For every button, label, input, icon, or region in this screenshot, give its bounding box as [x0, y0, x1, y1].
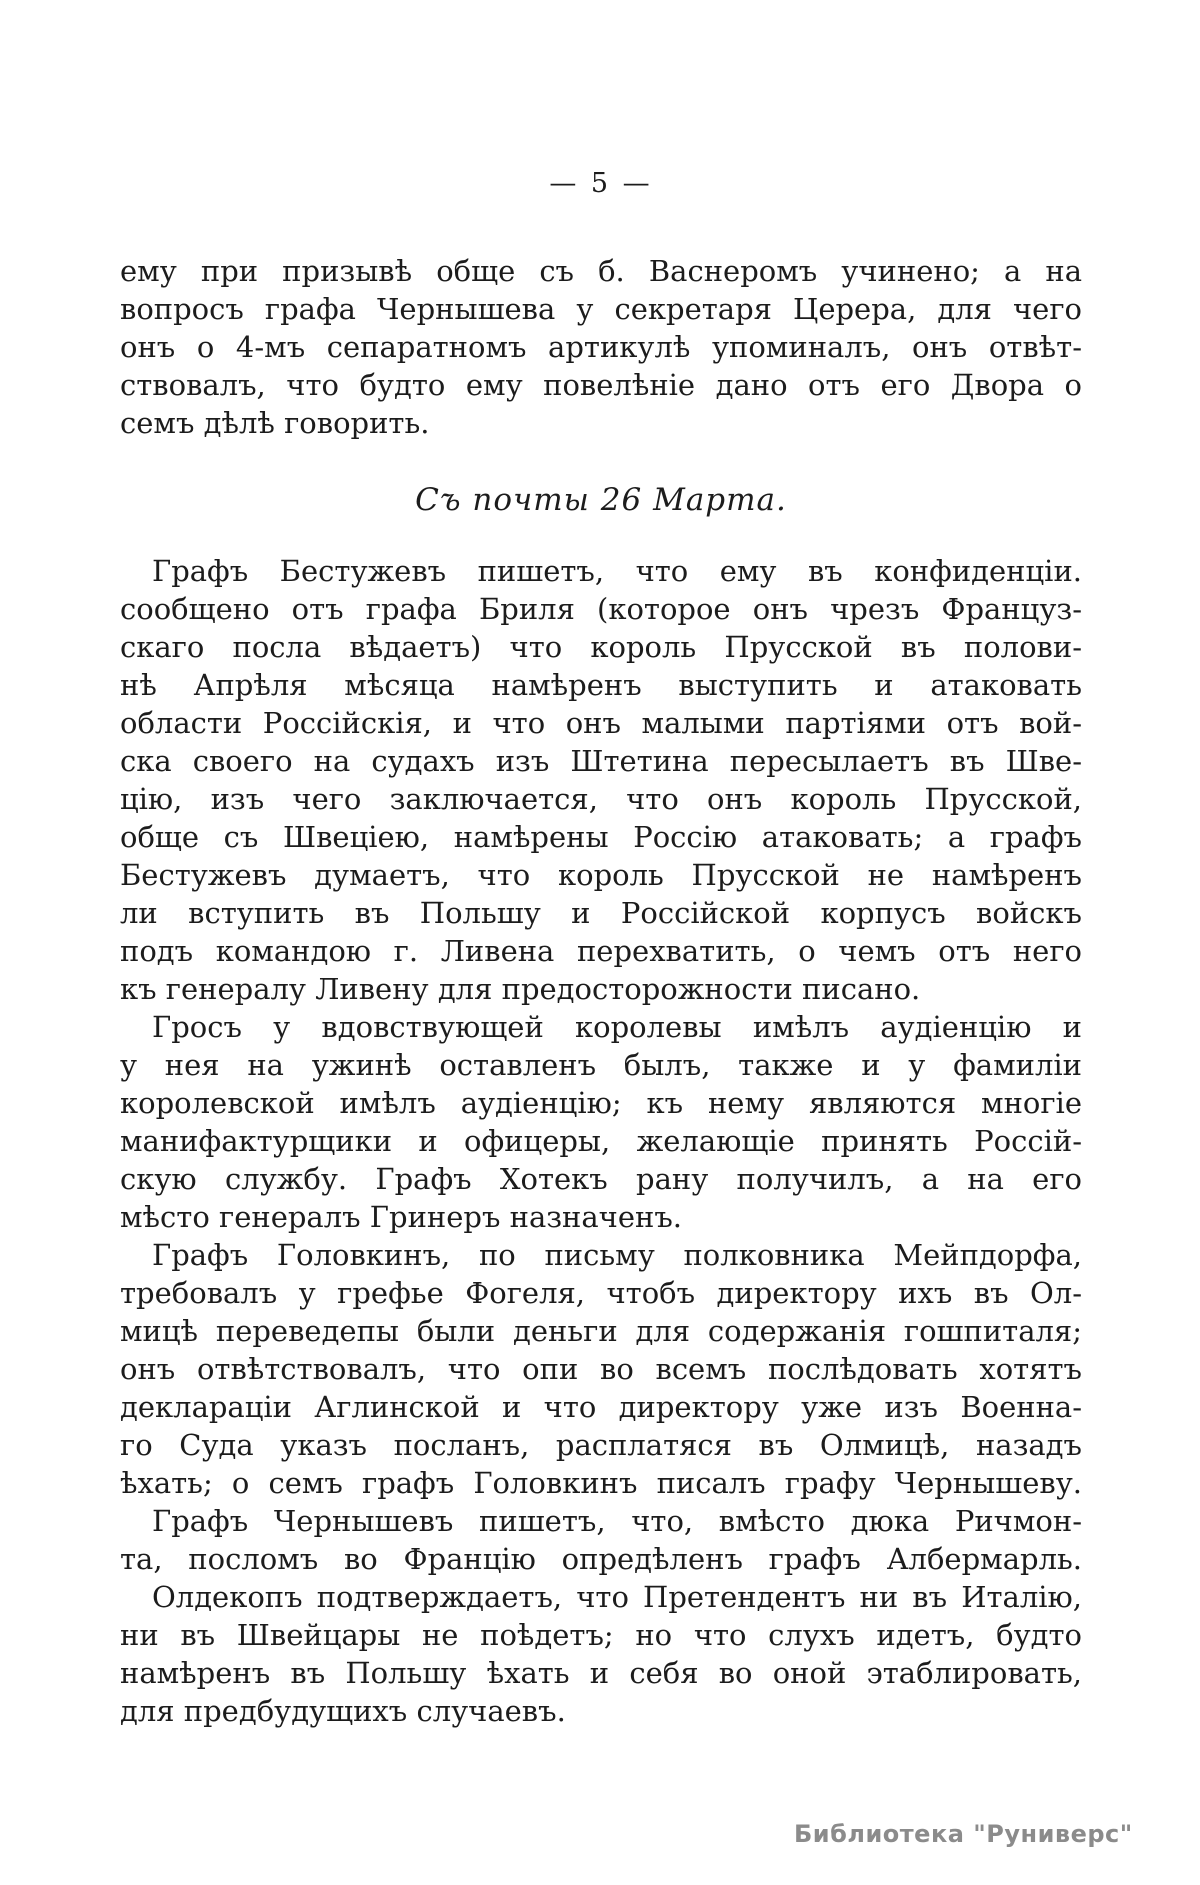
text-line: обще съ Швеціею, намѣрены Россію атаковать; а графъ — [120, 820, 1082, 854]
text-line: области Россійскія, и что онъ малыми партіями отъ вой- — [120, 706, 1082, 740]
text-line: ни въ Швейцары не поѣдетъ; но что слухъ идетъ, будто — [120, 1618, 1082, 1652]
text-line: мицѣ переведепы были деньги для содержанія гошпиталя; — [120, 1314, 1082, 1348]
text-line: Гросъ у вдовствующей королевы имѣлъ аудіенцію и — [152, 1010, 1082, 1044]
paragraph — [120, 1502, 1082, 1578]
paragraph — [120, 552, 1082, 1008]
paragraph — [120, 252, 1082, 442]
text-line: ему при призывѣ обще съ б. Васнеромъ учинено; а на — [120, 254, 1082, 288]
text-line: вопросъ графа Чернышева у секретаря Церера, для чего — [120, 292, 1082, 326]
paragraph — [120, 1578, 1082, 1730]
text-line: у нея на ужинѣ оставленъ былъ, также и у фамиліи — [120, 1048, 1082, 1082]
text-line: ли вступить въ Польшу и Россійской корпусъ войскъ — [120, 896, 1082, 930]
page-number: — 5 — — [549, 168, 653, 199]
paragraph — [120, 1236, 1082, 1502]
text-line: для предбудущихъ случаевъ. — [120, 1694, 566, 1728]
text-line: ствовалъ, что будто ему повелѣніе дано отъ его Двора о — [120, 368, 1082, 402]
text-line: требовалъ у грефье Фогеля, чтобъ директору ихъ въ Ол- — [120, 1276, 1082, 1310]
text-line: намѣренъ въ Польшу ѣхать и себя во оной этаблировать, — [120, 1656, 1082, 1690]
text-line: Бестужевъ думаетъ, что король Прусской не намѣренъ — [120, 858, 1082, 892]
text-line: го Суда указъ посланъ, расплатяся въ Олмицѣ, назадъ — [120, 1428, 1082, 1462]
library-watermark: Библиотека "Руниверс" — [794, 1820, 1133, 1848]
text-line: онъ о 4-мъ сепаратномъ артикулѣ упоминалъ, онъ отвѣт- — [120, 330, 1082, 364]
text-line: ска своего на судахъ изъ Штетина пересылаетъ въ Шве- — [120, 744, 1082, 778]
text-line: подъ командою г. Ливена перехватить, о чемъ отъ него — [120, 934, 1082, 968]
text-line: цію, изъ чего заключается, что онъ король Прусской, — [120, 782, 1082, 816]
text-line: мѣсто генералъ Гринеръ назначенъ. — [120, 1200, 683, 1234]
text-line: Графъ Головкинъ, по письму полковника Мейпдорфа, — [152, 1238, 1082, 1272]
text-line: семъ дѣлѣ говорить. — [120, 406, 430, 440]
text-line: Графъ Бестужевъ пишетъ, что ему въ конфиденціи. — [152, 554, 1082, 588]
text-line: нѣ Апрѣля мѣсяца намѣренъ выступить и атаковать — [120, 668, 1082, 702]
text-line: Олдекопъ подтверждаетъ, что Претендентъ ни въ Италію, — [152, 1580, 1082, 1614]
text-line: манифактурщики и офицеры, желающіе принять Россій- — [120, 1124, 1082, 1158]
text-line: скаго посла вѣдаетъ) что король Прусской въ полови- — [120, 630, 1082, 664]
paragraph — [120, 1008, 1082, 1236]
text-line: та, посломъ во Францію опредѣленъ графъ Албермарль. — [120, 1542, 1082, 1576]
text-line: Графъ Чернышевъ пишетъ, что, вмѣсто дюка Ричмон- — [152, 1504, 1082, 1538]
text-line: скую службу. Графъ Хотекъ рану получилъ, а на его — [120, 1162, 1082, 1196]
section-heading: Съ почты 26 Марта. — [415, 482, 787, 518]
text-line: сообщено отъ графа Бриля (которое онъ чрезъ Француз- — [120, 592, 1082, 626]
text-line: онъ отвѣтствовалъ, что опи во всемъ послѣдовать хотятъ — [120, 1352, 1082, 1386]
text-line: ѣхать; о семъ графъ Головкинъ писалъ графу Чернышеву. — [120, 1466, 1082, 1500]
text-line: деклараціи Аглинской и что директору уже изъ Военна- — [120, 1390, 1082, 1424]
text-line: королевской имѣлъ аудіенцію; къ нему являются многіе — [120, 1086, 1082, 1120]
text-line: къ генералу Ливену для предосторожности писано. — [120, 972, 921, 1006]
